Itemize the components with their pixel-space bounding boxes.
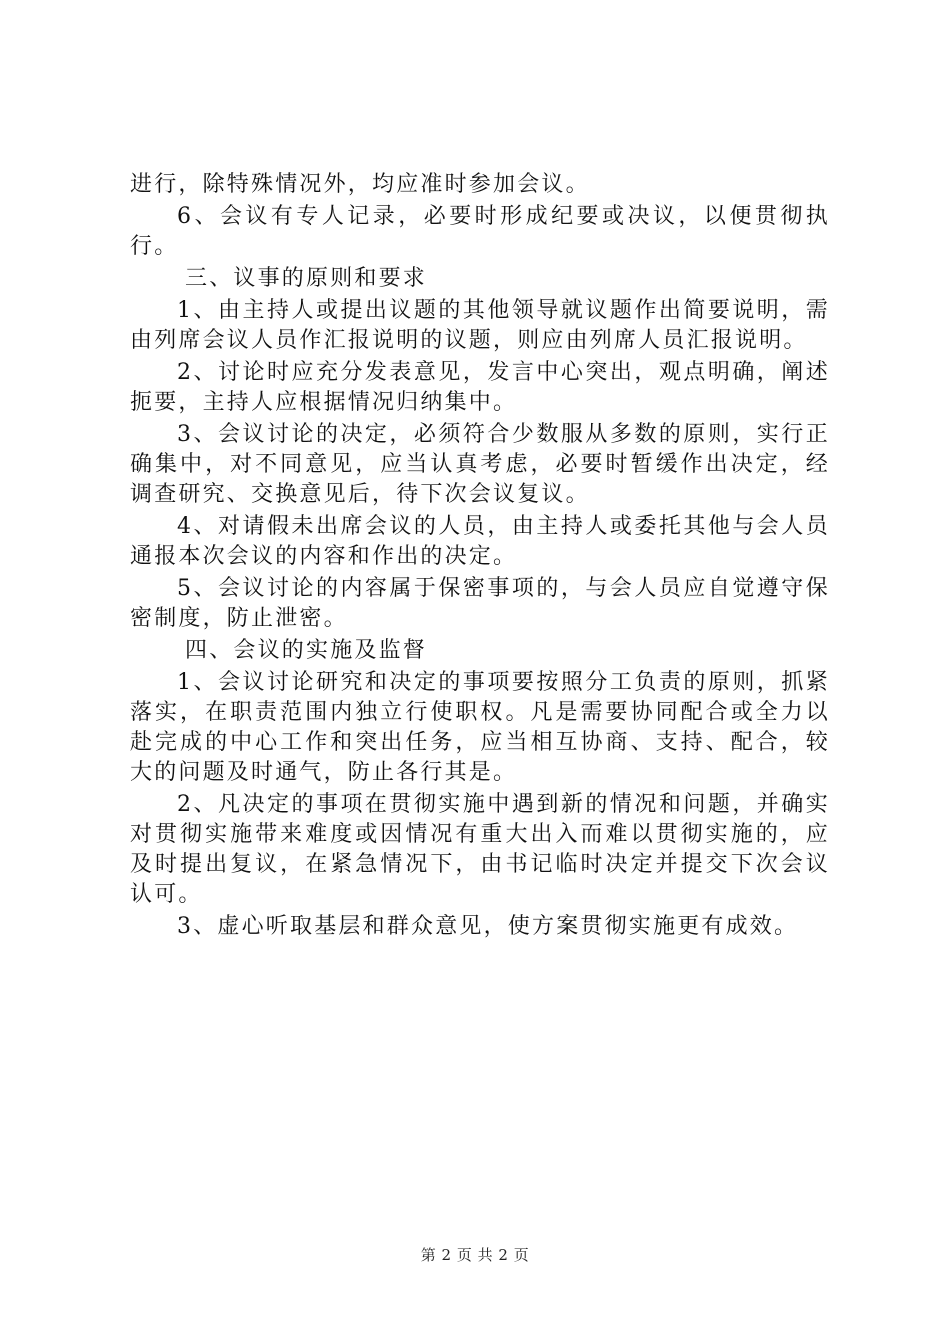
section-heading-3: 三、议事的原则和要求 bbox=[185, 266, 428, 291]
paragraph-item-3-4: 4、对请假未出席会议的人员，由主持人或委托其他与会人员通报本次会议的内容和作出的决定。 bbox=[130, 514, 830, 569]
paragraph-continuation: 进行，除特殊情况外，均应准时参加会议。 bbox=[130, 172, 590, 197]
paragraph-item-4-1: 1、会议讨论研究和决定的事项要按照分工负责的原则，抓紧落实，在职责范围内独立行使职权。凡是需要协同配合或全力以赴完成的中心工作和突出任务，应当相互协商、支持、配合，较大的问题及时通气，防止各行其是。 bbox=[130, 670, 830, 785]
document-body bbox=[130, 170, 830, 944]
paragraph-item-4-2: 2、凡决定的事项在贯彻实施中遇到新的情况和问题，并确实对贯彻实施带来难度或因情况有重大出入而难以贯彻实施的，应及时提出复议，在紧急情况下，由书记临时决定并提交下次会议认可。 bbox=[130, 792, 830, 907]
paragraph-item-3-2: 2、讨论时应充分发表意见，发言中心突出，观点明确，阐述扼要，主持人应根据情况归纳集中。 bbox=[130, 360, 830, 415]
paragraph-item-6: 6、会议有专人记录，必要时形成纪要或决议，以便贯彻执行。 bbox=[130, 204, 830, 259]
paragraph-item-3-3: 3、会议讨论的决定，必须符合少数服从多数的原则，实行正确集中，对不同意见，应当认真考虑，必要时暂缓作出决定，经调查研究、交换意见后，待下次会议复议。 bbox=[130, 422, 830, 507]
page-number-footer: 第 2 页 共 2 页 bbox=[420, 1246, 530, 1264]
paragraph-item-3-5: 5、会议讨论的内容属于保密事项的，与会人员应自觉遵守保密制度，防止泄密。 bbox=[130, 576, 830, 631]
paragraph-item-3-1: 1、由主持人或提出议题的其他领导就议题作出简要说明，需由列席会议人员作汇报说明的议题，则应由列席人员汇报说明。 bbox=[130, 298, 830, 353]
paragraph-item-4-3: 3、虚心听取基层和群众意见，使方案贯彻实施更有成效。 bbox=[177, 914, 799, 939]
section-heading-4: 四、会议的实施及监督 bbox=[185, 638, 428, 663]
